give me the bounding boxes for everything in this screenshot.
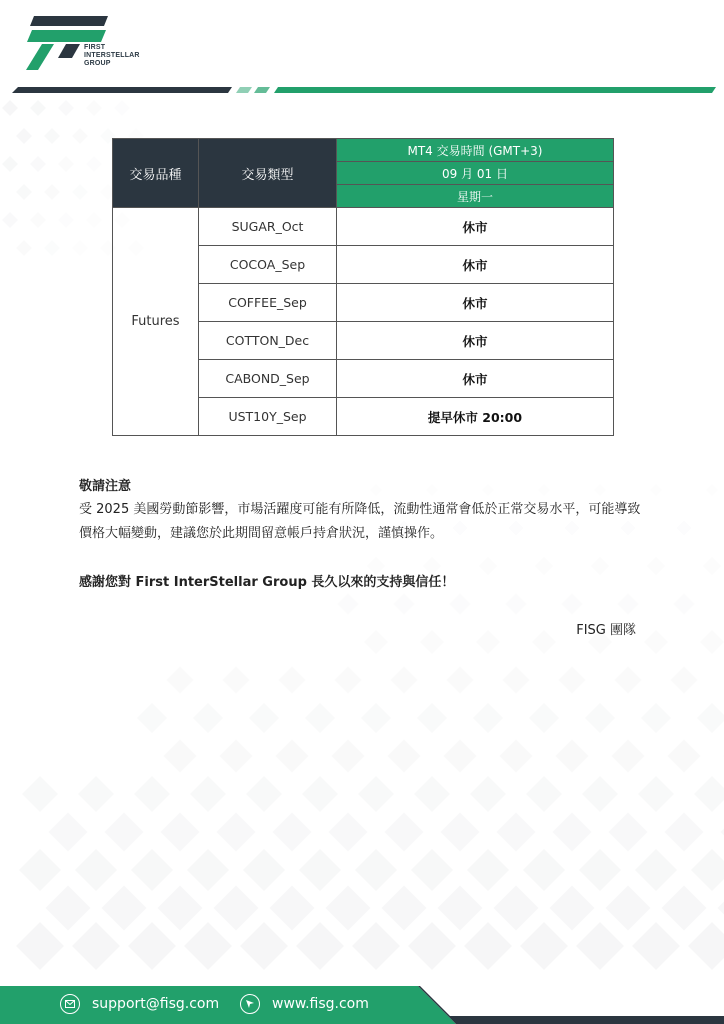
header-weekday: 星期一: [337, 185, 614, 208]
pattern-diamond: [703, 557, 721, 575]
pattern-diamond: [30, 212, 46, 228]
symbol-cell: SUGAR_Oct: [199, 208, 337, 246]
pattern-diamond: [638, 776, 674, 812]
pattern-diamond: [187, 849, 229, 891]
pattern-diamond: [559, 667, 586, 694]
pattern-diamond: [158, 886, 203, 931]
pattern-diamond: [632, 922, 680, 970]
pattern-diamond: [441, 813, 480, 852]
pattern-diamond: [30, 156, 46, 172]
pattern-diamond: [30, 100, 46, 116]
pattern-diamond: [358, 776, 394, 812]
header-date: 09 月 01 日: [337, 162, 614, 185]
footer-email-text[interactable]: support@fisg.com: [92, 996, 220, 1012]
pattern-diamond: [618, 594, 639, 615]
pattern-diamond: [305, 703, 335, 733]
pattern-diamond: [102, 886, 147, 931]
pattern-diamond: [296, 922, 344, 970]
pattern-diamond: [46, 886, 91, 931]
pattern-diamond: [612, 740, 645, 773]
logo-line-3: GROUP: [84, 60, 111, 67]
header-category: 交易品種: [113, 139, 199, 208]
pattern-diamond: [562, 594, 583, 615]
pattern-diamond: [414, 776, 450, 812]
footer: [0, 986, 724, 1024]
pattern-diamond: [464, 922, 512, 970]
pattern-diamond: [520, 922, 568, 970]
pattern-diamond: [329, 813, 368, 852]
pattern-diamond: [326, 886, 371, 931]
pattern-diamond: [644, 630, 668, 654]
pattern-diamond: [167, 667, 194, 694]
pattern-diamond: [420, 630, 444, 654]
pattern-diamond: [417, 703, 447, 733]
pattern-diamond: [553, 813, 592, 852]
pattern-diamond: [677, 521, 692, 536]
pattern-diamond: [556, 740, 589, 773]
pattern-diamond: [668, 740, 701, 773]
pattern-diamond: [161, 813, 200, 852]
logo-wordmark: [84, 44, 140, 68]
pattern-diamond: [506, 594, 527, 615]
pattern-diamond: [500, 740, 533, 773]
pattern-diamond: [19, 849, 61, 891]
pattern-diamond: [44, 240, 60, 256]
pattern-diamond: [214, 886, 259, 931]
cursor-icon: [240, 994, 260, 1014]
pattern-diamond: [72, 240, 88, 256]
footer-website-text[interactable]: www.fisg.com: [272, 996, 369, 1012]
pattern-diamond: [2, 212, 18, 228]
pattern-diamond: [438, 886, 483, 931]
status-cell: 休市: [337, 284, 614, 322]
pattern-diamond: [665, 813, 704, 852]
pattern-diamond: [576, 922, 624, 970]
pattern-diamond: [615, 667, 642, 694]
pattern-diamond: [299, 849, 341, 891]
pattern-diamond: [184, 922, 232, 970]
header-divider: [0, 84, 724, 96]
pattern-diamond: [641, 703, 671, 733]
pattern-diamond: [385, 813, 424, 852]
pattern-diamond: [394, 594, 415, 615]
pattern-diamond: [44, 184, 60, 200]
pattern-diamond: [58, 100, 74, 116]
footer-email[interactable]: [60, 994, 219, 1014]
pattern-diamond: [718, 886, 724, 931]
pattern-diamond: [370, 484, 382, 496]
pattern-diamond: [223, 667, 250, 694]
pattern-diamond: [72, 184, 88, 200]
pattern-diamond: [190, 776, 226, 812]
logo-line-2: INTERSTELLAR: [84, 52, 140, 59]
pattern-diamond: [249, 703, 279, 733]
status-cell: 提早休市 20:00: [337, 398, 614, 436]
pattern-diamond: [426, 484, 438, 496]
pattern-diamond: [2, 156, 18, 172]
pattern-diamond: [470, 776, 506, 812]
pattern-diamond: [338, 594, 359, 615]
pattern-diamond: [137, 703, 167, 733]
pattern-diamond: [44, 128, 60, 144]
status-cell: 休市: [337, 322, 614, 360]
trading-schedule-table: [112, 138, 614, 436]
pattern-diamond: [58, 212, 74, 228]
symbol-cell: COFFEE_Sep: [199, 284, 337, 322]
pattern-diamond: [382, 886, 427, 931]
pattern-diamond: [302, 776, 338, 812]
pattern-diamond: [585, 703, 615, 733]
pattern-diamond: [408, 922, 456, 970]
pattern-diamond: [688, 922, 724, 970]
pattern-diamond: [2, 100, 18, 116]
pattern-diamond: [650, 484, 662, 496]
pattern-diamond: [217, 813, 256, 852]
pattern-diamond: [78, 776, 114, 812]
pattern-diamond: [193, 703, 223, 733]
header-type: 交易類型: [199, 139, 337, 208]
signature: FISG 團隊: [576, 623, 636, 638]
pattern-diamond: [550, 886, 595, 931]
pattern-diamond: [526, 776, 562, 812]
pattern-diamond: [697, 703, 724, 733]
logo-line-1: FIRST: [84, 44, 106, 51]
status-cell: 休市: [337, 208, 614, 246]
pattern-diamond: [671, 667, 698, 694]
symbol-cell: CABOND_Sep: [199, 360, 337, 398]
pattern-diamond: [494, 886, 539, 931]
pattern-diamond: [694, 776, 724, 812]
symbol-cell: COCOA_Sep: [199, 246, 337, 284]
pattern-diamond: [411, 849, 453, 891]
notice-body: 受 2025 美國勞動節影響，市場活躍度可能有所降低，流動性通常會低於正常交易水平，可能導致價格大幅變動，建議您於此期間留意帳戶持倉狀況，謹慎操作。: [79, 502, 641, 541]
pattern-diamond: [352, 922, 400, 970]
pattern-diamond: [674, 594, 695, 615]
pattern-diamond: [473, 703, 503, 733]
footer-website[interactable]: [240, 994, 369, 1014]
category-cell: Futures: [113, 208, 199, 436]
pattern-diamond: [609, 813, 648, 852]
pattern-diamond: [662, 886, 707, 931]
mail-icon: [60, 994, 80, 1014]
pattern-diamond: [594, 484, 606, 496]
pattern-diamond: [503, 667, 530, 694]
pattern-diamond: [246, 776, 282, 812]
pattern-diamond: [270, 886, 315, 931]
pattern-diamond: [582, 776, 618, 812]
pattern-diamond: [538, 484, 550, 496]
pattern-diamond: [276, 740, 309, 773]
pattern-diamond: [355, 849, 397, 891]
notice-title: 敬請注意: [79, 479, 132, 494]
pattern-diamond: [114, 100, 130, 116]
pattern-diamond: [364, 630, 388, 654]
pattern-diamond: [220, 740, 253, 773]
status-cell: 休市: [337, 360, 614, 398]
pattern-diamond: [444, 740, 477, 773]
table-row: [113, 208, 614, 246]
pattern-diamond: [635, 849, 677, 891]
pattern-diamond: [131, 849, 173, 891]
pattern-diamond: [706, 484, 718, 496]
pattern-diamond: [391, 667, 418, 694]
pattern-diamond: [335, 667, 362, 694]
pattern-diamond: [279, 667, 306, 694]
pattern-diamond: [523, 849, 565, 891]
symbol-cell: COTTON_Dec: [199, 322, 337, 360]
pattern-diamond: [497, 813, 536, 852]
pattern-diamond: [16, 184, 32, 200]
pattern-diamond: [164, 740, 197, 773]
pattern-diamond: [700, 630, 724, 654]
header-trading-time: MT4 交易時間 (GMT+3): [337, 139, 614, 162]
pattern-diamond: [16, 128, 32, 144]
pattern-diamond: [86, 212, 102, 228]
pattern-diamond: [579, 849, 621, 891]
pattern-diamond: [240, 922, 288, 970]
pattern-diamond: [476, 630, 500, 654]
pattern-diamond: [591, 557, 609, 575]
pattern-diamond: [128, 922, 176, 970]
pattern-diamond: [450, 594, 471, 615]
status-cell: 休市: [337, 246, 614, 284]
pattern-diamond: [529, 703, 559, 733]
pattern-diamond: [86, 156, 102, 172]
pattern-diamond: [606, 886, 651, 931]
pattern-diamond: [332, 740, 365, 773]
pattern-diamond: [467, 849, 509, 891]
pattern-diamond: [361, 703, 391, 733]
pattern-diamond: [58, 156, 74, 172]
pattern-diamond: [243, 849, 285, 891]
pattern-diamond: [72, 922, 120, 970]
pattern-diamond: [75, 849, 117, 891]
pattern-diamond: [691, 849, 724, 891]
pattern-diamond: [105, 813, 144, 852]
pattern-diamond: [86, 100, 102, 116]
pattern-diamond: [134, 776, 170, 812]
symbol-cell: UST10Y_Sep: [199, 398, 337, 436]
pattern-diamond: [16, 922, 64, 970]
pattern-diamond: [72, 128, 88, 144]
pattern-diamond: [447, 667, 474, 694]
pattern-diamond: [532, 630, 556, 654]
pattern-diamond: [482, 484, 494, 496]
pattern-diamond: [388, 740, 421, 773]
pattern-diamond: [721, 813, 724, 852]
pattern-diamond: [273, 813, 312, 852]
pattern-diamond: [479, 557, 497, 575]
pattern-diamond: [535, 557, 553, 575]
pattern-diamond: [16, 240, 32, 256]
pattern-diamond: [22, 776, 58, 812]
pattern-diamond: [647, 557, 665, 575]
pattern-diamond: [49, 813, 88, 852]
thanks-message: 感謝您對 First InterStellar Group 長久以來的支持與信任！: [79, 575, 455, 590]
